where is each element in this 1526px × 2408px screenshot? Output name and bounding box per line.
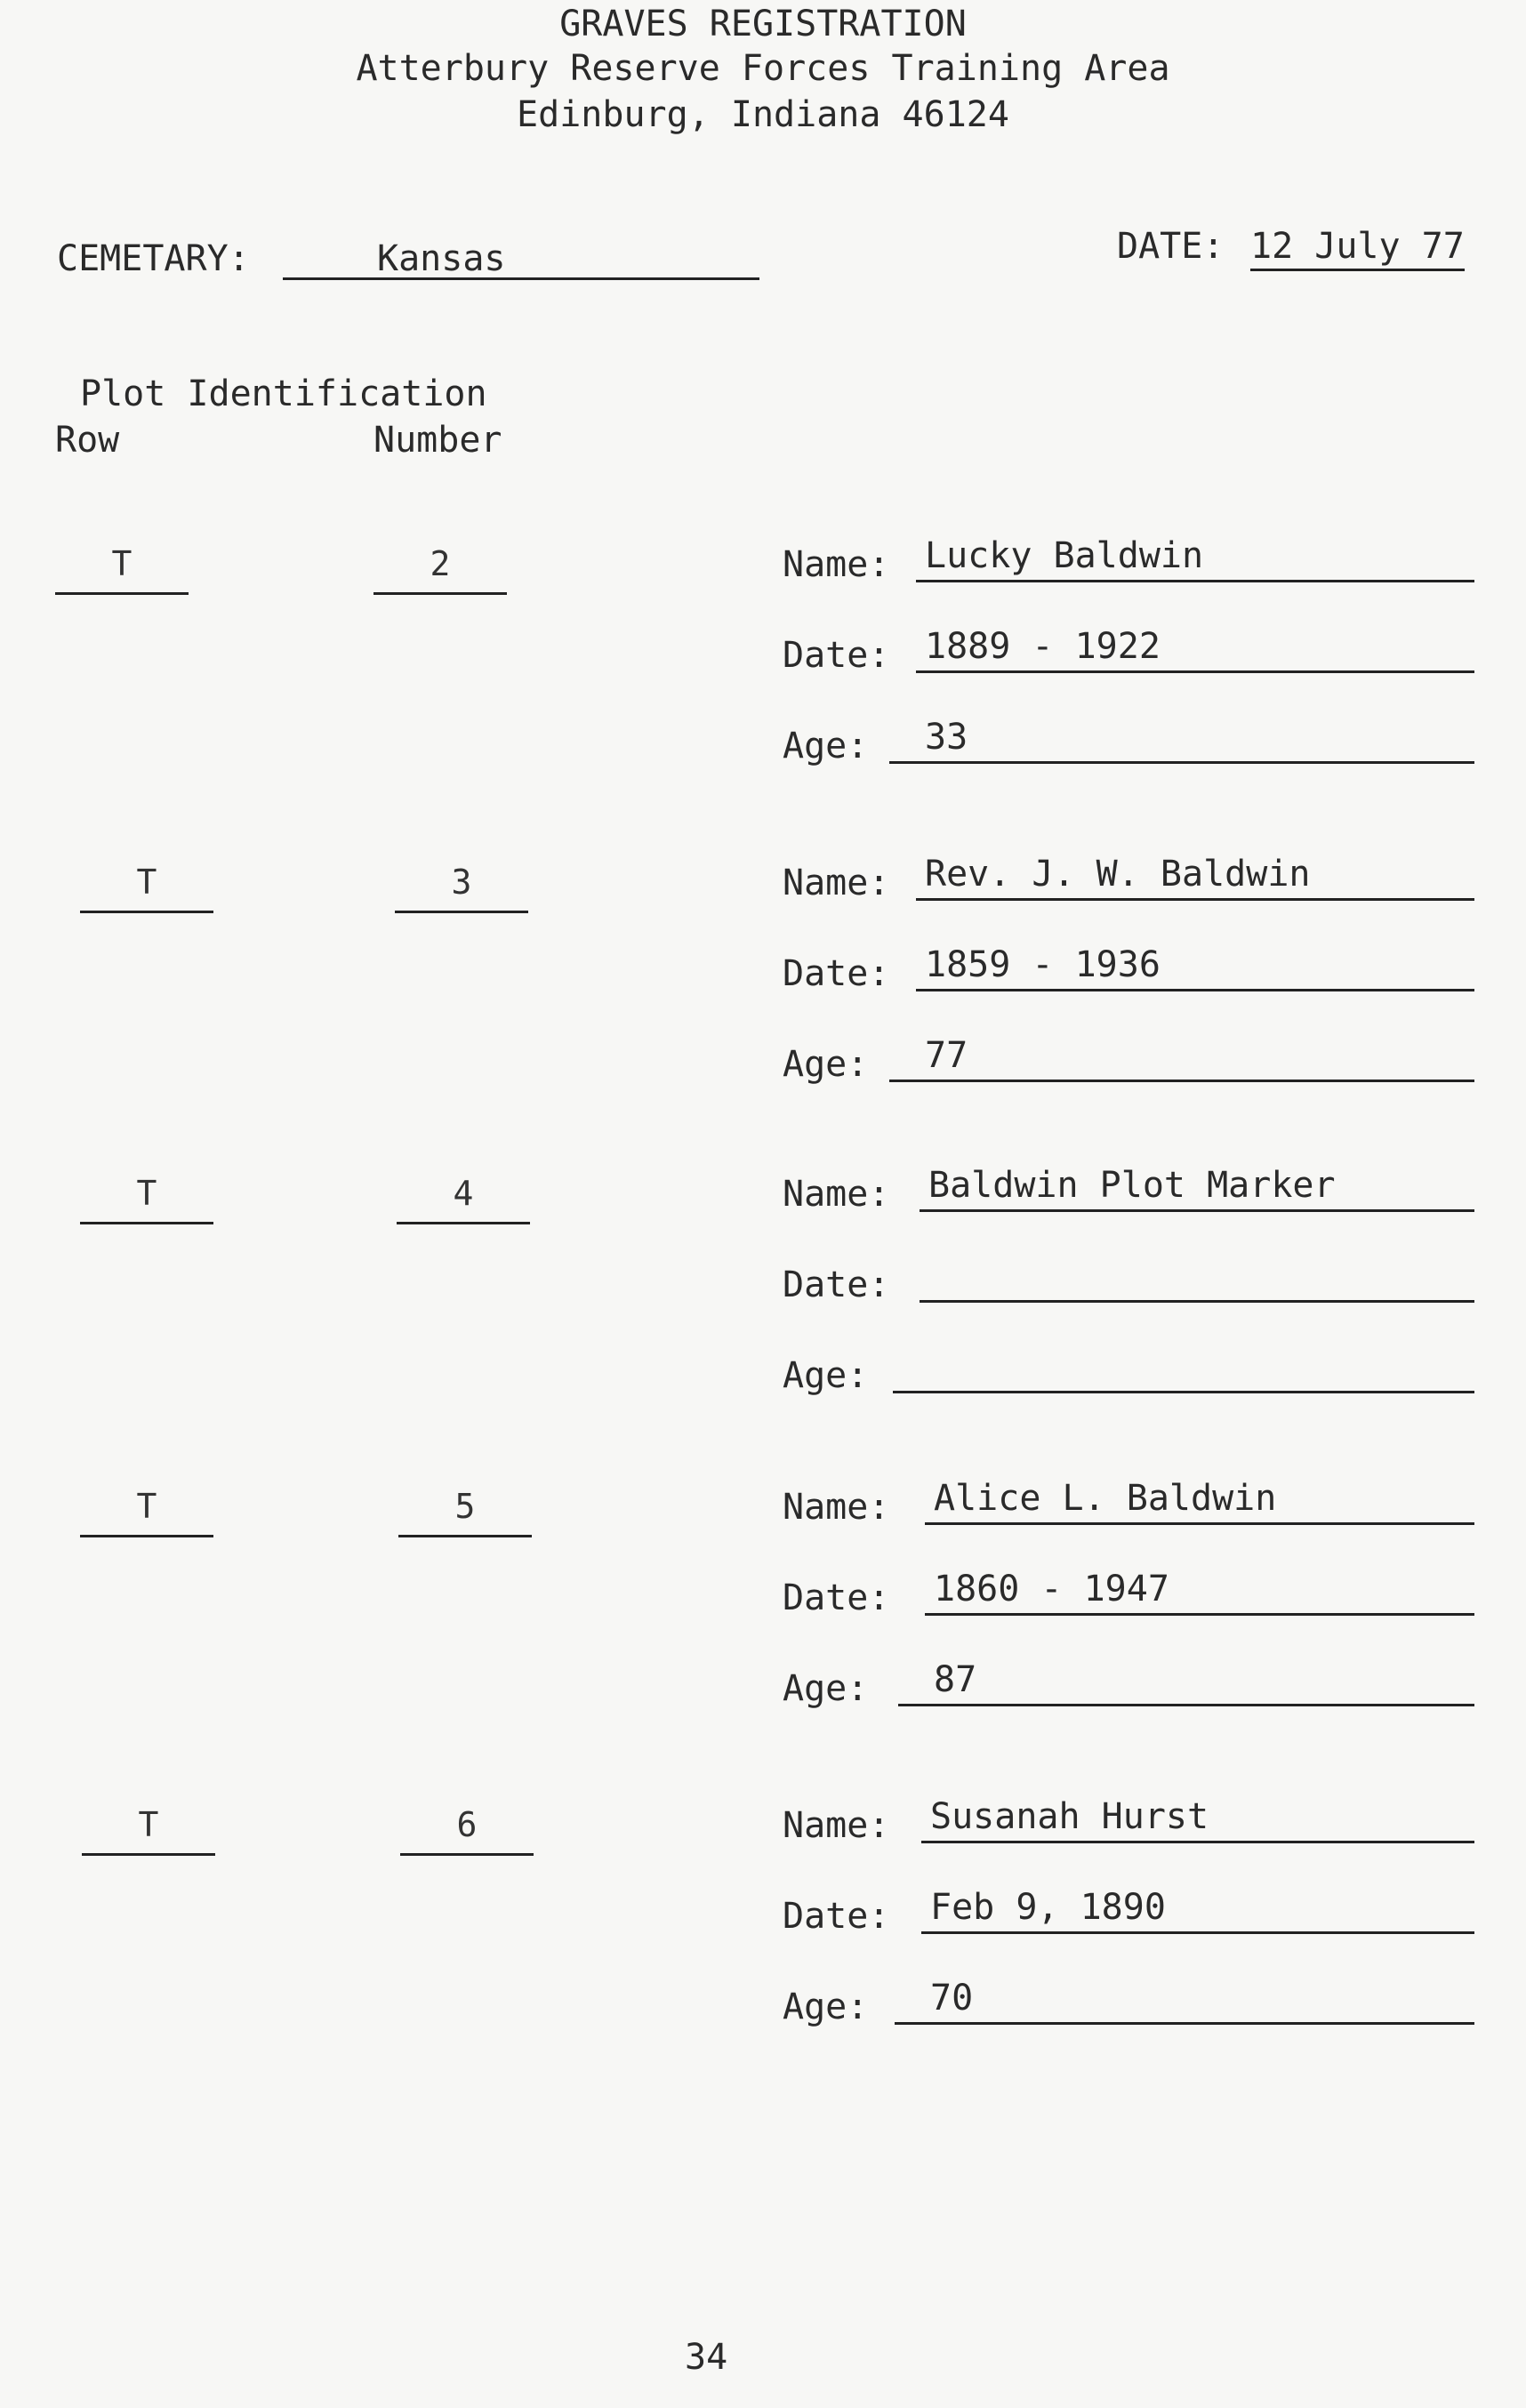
name-value: Alice L. Baldwin: [934, 1478, 1277, 1519]
date-value: 1859 - 1936: [925, 944, 1161, 985]
number-value: 2: [430, 544, 451, 583]
form-address: Edinburg, Indiana 46124: [517, 94, 1009, 135]
age-underline: [889, 1080, 1474, 1082]
name-value: Lucky Baldwin: [925, 535, 1204, 576]
row-value: T: [136, 863, 157, 902]
row-underline: [80, 911, 213, 913]
age-label: Age:: [783, 1044, 869, 1085]
name-value: Rev. J. W. Baldwin: [925, 854, 1311, 895]
row-value: T: [138, 1805, 159, 1844]
date-label: Date:: [783, 1577, 890, 1618]
name-value: Baldwin Plot Marker: [928, 1165, 1336, 1206]
name-label: Name:: [783, 1487, 890, 1528]
row-column-header: Row: [55, 420, 120, 461]
row-underline: [82, 1853, 215, 1856]
age-label: Age:: [783, 1668, 869, 1709]
row-value: T: [111, 544, 133, 583]
age-underline: [898, 1704, 1474, 1706]
age-label: Age:: [783, 1355, 869, 1396]
name-label: Name:: [783, 544, 890, 585]
date-label: Date:: [783, 953, 890, 994]
age-label: Age:: [783, 1987, 869, 2027]
date-underline: [916, 989, 1474, 991]
date-value: 1860 - 1947: [934, 1569, 1169, 1609]
date-value: Feb 9, 1890: [930, 1887, 1166, 1928]
number-value: 5: [454, 1487, 476, 1526]
age-underline: [895, 2022, 1474, 2025]
date-underline: [916, 670, 1474, 673]
date-value: 12 July 77: [1250, 226, 1465, 271]
age-value: 77: [925, 1035, 968, 1076]
date-value: 1889 - 1922: [925, 626, 1161, 667]
date-underline: [921, 1931, 1474, 1934]
name-underline: [921, 1841, 1474, 1843]
date-label: Date:: [783, 1264, 890, 1305]
date-label: Date:: [783, 635, 890, 676]
age-label: Age:: [783, 726, 869, 767]
page-number: 34: [685, 2337, 728, 2378]
row-value: T: [136, 1487, 157, 1526]
number-underline: [398, 1535, 532, 1537]
name-underline: [916, 580, 1474, 582]
number-underline: [373, 592, 507, 595]
date-label: DATE:: [1117, 226, 1225, 267]
name-underline: [916, 898, 1474, 901]
number-underline: [395, 911, 528, 913]
age-value: 87: [934, 1659, 977, 1700]
name-underline: [920, 1209, 1474, 1212]
cemetery-label: CEMETARY:: [57, 238, 250, 279]
row-underline: [55, 592, 189, 595]
plot-identification-heading: Plot Identification: [80, 373, 487, 414]
age-value: 33: [925, 717, 968, 758]
name-label: Name:: [783, 1174, 890, 1215]
row-underline: [80, 1222, 213, 1224]
age-value: 70: [930, 1978, 974, 2019]
name-label: Name:: [783, 863, 890, 903]
date-label: Date:: [783, 1896, 890, 1937]
row-value: T: [136, 1174, 157, 1213]
number-column-header: Number: [373, 420, 502, 461]
age-underline: [893, 1391, 1474, 1393]
cemetery-value: Kansas: [377, 238, 506, 279]
number-underline: [400, 1853, 534, 1856]
name-underline: [925, 1522, 1474, 1525]
number-value: 3: [451, 863, 472, 902]
age-underline: [889, 761, 1474, 764]
name-label: Name:: [783, 1805, 890, 1846]
number-value: 6: [456, 1805, 478, 1844]
form-title: GRAVES REGISTRATION: [559, 4, 967, 44]
name-value: Susanah Hurst: [930, 1796, 1209, 1837]
number-value: 4: [453, 1174, 474, 1213]
number-underline: [397, 1222, 530, 1224]
cemetery-underline: [283, 277, 759, 280]
date-underline: [925, 1613, 1474, 1616]
form-subtitle: Atterbury Reserve Forces Training Area: [356, 48, 1170, 89]
date-underline: [920, 1300, 1474, 1303]
row-underline: [80, 1535, 213, 1537]
